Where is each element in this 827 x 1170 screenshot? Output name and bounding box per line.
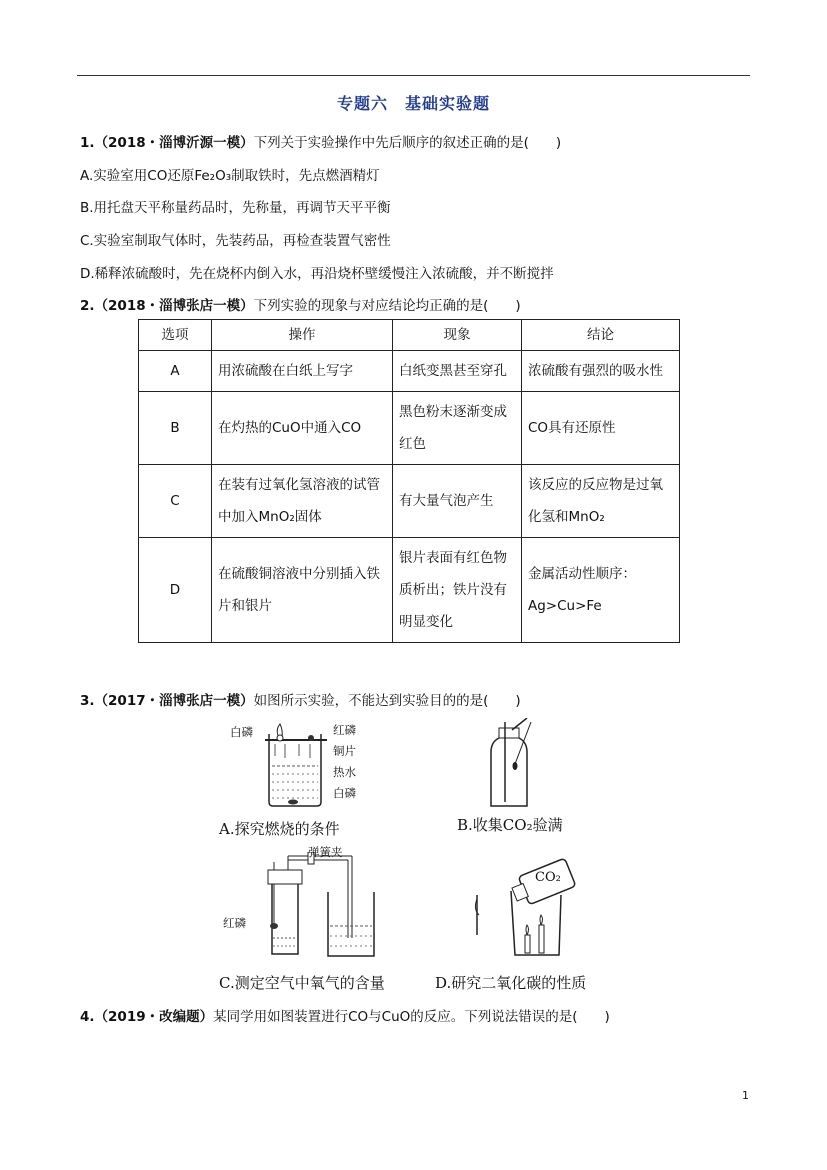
table-row	[139, 538, 680, 643]
question-1	[80, 131, 561, 151]
q1-option-c: C.实验室制取气体时，先装药品，再检查装置气密性	[80, 233, 391, 249]
figure-d-co2-properties	[465, 855, 580, 963]
question-1-source: （2018・淄博沂源一模）	[94, 135, 254, 151]
q1-option-a: A.实验室用CO还原Fe₂O₃制取铁时，先点燃酒精灯	[80, 168, 380, 184]
table-cell: CO具有还原性	[522, 392, 680, 465]
figure-b-co2-collection	[485, 718, 545, 810]
caption-a: A.探究燃烧的条件	[219, 820, 340, 838]
table-row	[139, 392, 680, 465]
label-red-phosphorus: 红磷	[333, 723, 356, 737]
q1-option-b: B.用托盘天平称量药品时，先称量，再调节天平平衡	[80, 200, 391, 216]
header-cell: 现象	[393, 320, 522, 351]
question-2-source: （2018・淄博张店一模）	[94, 298, 254, 314]
label-copper-plate: 铜片	[333, 744, 356, 758]
label-c-red-phosphorus: 红磷	[223, 916, 246, 930]
table-cell: 有大量气泡产生	[393, 465, 522, 538]
q2-table	[138, 319, 680, 643]
page-title: 专题六 基础实验题	[336, 94, 490, 113]
caption-b: B.收集CO₂验满	[457, 816, 563, 834]
page-number: 1	[742, 1089, 749, 1102]
table-row	[139, 351, 680, 392]
question-4	[80, 1005, 610, 1025]
label-spring-clip: 弹簧夹	[308, 845, 343, 859]
question-1-stem: 下列关于实验操作中先后顺序的叙述正确的是( )	[253, 135, 562, 151]
figure-a-combustion	[255, 722, 335, 812]
table-cell: 在灼热的CuO中通入CO	[212, 392, 393, 465]
caption-d: D.研究二氧化碳的性质	[435, 974, 587, 992]
label-white-phosphorus-top: 白磷	[230, 725, 253, 739]
header-cell: 选项	[139, 320, 212, 351]
table-cell: 白纸变黑甚至穿孔	[393, 351, 522, 392]
question-3-stem: 如图所示实验，不能达到实验目的的是( )	[253, 693, 521, 709]
question-2-number: 2.	[80, 298, 95, 314]
label-co2-bottle: CO₂	[535, 870, 561, 885]
header-cell: 操作	[212, 320, 393, 351]
question-1-number: 1.	[80, 135, 95, 151]
label-white-phosphorus-bottom: 白磷	[333, 786, 356, 800]
question-2-stem: 下列实验的现象与对应结论均正确的是( )	[253, 298, 521, 314]
header-cell: 结论	[522, 320, 680, 351]
question-2	[80, 294, 521, 314]
table-cell: A	[139, 351, 212, 392]
figure-c-oxygen-measurement	[250, 852, 390, 964]
table-cell: 金属活动性顺序：Ag>Cu>Fe	[522, 538, 680, 643]
header-rule	[77, 75, 750, 76]
table-cell: 在硫酸铜溶液中分别插入铁片和银片	[212, 538, 393, 643]
table-header-row	[139, 320, 680, 351]
table-cell: 在装有过氧化氢溶液的试管中加入MnO₂固体	[212, 465, 393, 538]
label-hot-water: 热水	[333, 765, 356, 779]
table-cell: C	[139, 465, 212, 538]
question-4-number: 4.	[80, 1009, 95, 1025]
table-cell: B	[139, 392, 212, 465]
question-3	[80, 689, 521, 709]
question-3-source: （2017・淄博张店一模）	[94, 693, 254, 709]
table-cell: 黑色粉末逐渐变成红色	[393, 392, 522, 465]
table-cell: 用浓硫酸在白纸上写字	[212, 351, 393, 392]
table-cell: 浓硫酸有强烈的吸水性	[522, 351, 680, 392]
question-4-source: （2019・改编题）	[94, 1009, 214, 1025]
table-cell: 银片表面有红色物质析出；铁片没有明显变化	[393, 538, 522, 643]
caption-c: C.测定空气中氧气的含量	[219, 974, 385, 992]
q1-option-d: D.稀释浓硫酸时，先在烧杯内倒入水，再沿烧杯壁缓慢注入浓硫酸，并不断搅拌	[80, 266, 554, 282]
table-row	[139, 465, 680, 538]
table-cell: D	[139, 538, 212, 643]
question-4-stem: 某同学用如图装置进行CO与CuO的反应。下列说法错误的是( )	[213, 1009, 610, 1025]
table-cell: 该反应的反应物是过氧化氢和MnO₂	[522, 465, 680, 538]
question-3-number: 3.	[80, 693, 95, 709]
